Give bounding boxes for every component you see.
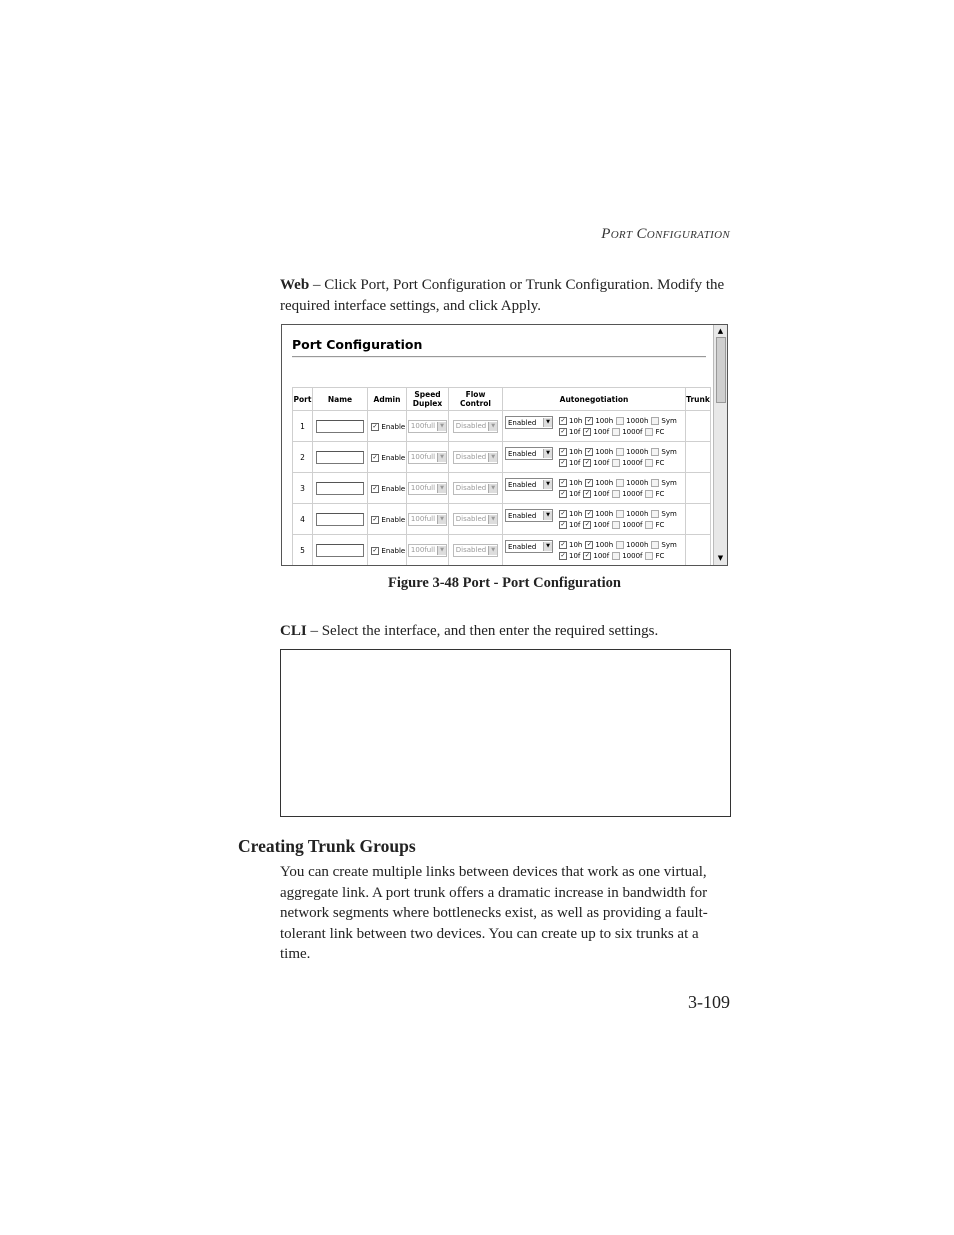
col-port: Port xyxy=(293,388,313,411)
capability-option[interactable] xyxy=(583,428,609,436)
capability-label: 1000f xyxy=(622,489,643,498)
capability-checkbox[interactable] xyxy=(616,510,624,518)
capability-label: 1000h xyxy=(626,540,649,549)
capability-option[interactable] xyxy=(585,541,613,549)
running-head-rest-2: ONFIGURATION xyxy=(646,229,730,241)
capability-option[interactable] xyxy=(645,521,664,529)
admin-enable-checkbox[interactable]: ✓ xyxy=(372,546,378,554)
speed-duplex-select[interactable] xyxy=(408,544,447,557)
speed-cell xyxy=(407,535,449,566)
capability-checkbox[interactable]: ✓ xyxy=(584,551,590,559)
capability-checkbox[interactable] xyxy=(616,417,624,425)
capability-checkbox[interactable] xyxy=(645,490,653,498)
trunk-cell xyxy=(686,442,711,473)
chevron-down-icon: ▼ xyxy=(437,453,446,462)
name-cell xyxy=(313,442,368,473)
flow-control-value: Disabled xyxy=(455,453,487,461)
capability-option[interactable] xyxy=(585,510,613,518)
chevron-down-icon: ▼ xyxy=(437,422,446,431)
capability-checkbox[interactable]: ✓ xyxy=(586,540,592,548)
capability-label: 1000f xyxy=(622,551,643,560)
speed-duplex-select[interactable] xyxy=(408,420,447,433)
capability-checkbox[interactable]: ✓ xyxy=(560,416,566,424)
flow-cell xyxy=(449,442,503,473)
capability-checkbox[interactable]: ✓ xyxy=(560,478,566,486)
flow-control-value: Disabled xyxy=(455,484,487,492)
capability-label: 100f xyxy=(593,489,610,498)
speed-duplex-select[interactable] xyxy=(408,513,447,526)
capability-label: 10f xyxy=(569,489,581,498)
speed-cell xyxy=(407,442,449,473)
capability-checkbox[interactable] xyxy=(645,552,653,560)
autonegotiation-select[interactable] xyxy=(505,478,553,491)
cli-instructions xyxy=(280,621,732,642)
flow-control-value: Disabled xyxy=(455,422,487,430)
autonegotiation-value: Enabled xyxy=(508,511,537,520)
capability-checkbox[interactable]: ✓ xyxy=(586,416,592,424)
running-head xyxy=(601,226,730,243)
running-head-rest-1: ORT xyxy=(610,229,633,241)
capability-checkbox[interactable]: ✓ xyxy=(584,458,590,466)
capability-label: 100h xyxy=(595,540,614,549)
capability-option[interactable] xyxy=(612,490,642,498)
capability-option[interactable] xyxy=(559,417,582,425)
capability-checkbox[interactable] xyxy=(651,510,659,518)
port-table-header xyxy=(293,388,711,411)
autonegotiation-value: Enabled xyxy=(508,418,537,427)
flow-control-value: Disabled xyxy=(455,515,487,523)
capability-label: 1000h xyxy=(626,447,649,456)
col-speed-duplex xyxy=(407,388,449,411)
col-trunk: Trunk xyxy=(686,388,711,411)
name-cell xyxy=(313,411,368,442)
flow-control-value: Disabled xyxy=(455,546,487,554)
capability-option[interactable] xyxy=(559,552,580,560)
web-text: – Click Port, Port Configuration or Trunk Configuration. Modify the required interface settings, and click Apply. xyxy=(280,277,725,314)
capability-label: 10h xyxy=(569,416,583,425)
capability-line-full xyxy=(559,519,680,530)
flow-control-select[interactable] xyxy=(453,544,498,557)
admin-enable-label: Enable xyxy=(381,546,406,555)
admin-enable-checkbox[interactable]: ✓ xyxy=(372,453,378,461)
chevron-down-icon: ▼ xyxy=(488,546,497,555)
vertical-scrollbar[interactable] xyxy=(713,325,727,565)
capability-label: 100f xyxy=(593,520,610,529)
web-instructions xyxy=(280,275,732,317)
capability-label: 1000f xyxy=(622,427,643,436)
capability-option[interactable] xyxy=(616,510,648,518)
capability-label: 100h xyxy=(595,478,614,487)
capability-option[interactable] xyxy=(559,428,580,436)
capability-line-full xyxy=(559,457,680,468)
capability-label: 10h xyxy=(569,447,583,456)
capability-checkbox[interactable] xyxy=(651,541,659,549)
autonegotiation-cell xyxy=(503,411,686,442)
admin-enable-checkbox[interactable]: ✓ xyxy=(372,515,378,523)
col-name: Name xyxy=(313,388,368,411)
capability-option[interactable] xyxy=(651,448,676,456)
autonegotiation-cell xyxy=(503,473,686,504)
capability-line-full xyxy=(559,426,680,437)
capability-option[interactable] xyxy=(616,448,648,456)
cli-text: – Select the interface, and then enter the required settings. xyxy=(306,623,659,639)
capability-label: FC xyxy=(655,520,665,529)
speed-duplex-value: 100full xyxy=(410,453,436,461)
capability-label: 10f xyxy=(569,427,581,436)
autonegotiation-select[interactable] xyxy=(505,540,553,553)
capability-line-half xyxy=(559,508,680,519)
trunk-cell xyxy=(686,411,711,442)
speed-duplex-select[interactable] xyxy=(408,482,447,495)
speed-cell xyxy=(407,473,449,504)
capability-label: Sym xyxy=(661,416,677,425)
capability-label: FC xyxy=(655,551,665,560)
capability-label: 1000h xyxy=(626,509,649,518)
capability-option[interactable] xyxy=(645,552,664,560)
col-autonegotiation: Autonegotiation xyxy=(503,388,686,411)
admin-cell xyxy=(368,504,407,535)
capability-checkbox[interactable] xyxy=(645,521,653,529)
capability-option[interactable] xyxy=(559,459,580,467)
capability-label: 100h xyxy=(595,416,614,425)
autonegotiation-cell xyxy=(503,504,686,535)
table-row xyxy=(293,473,711,504)
capability-label: Sym xyxy=(661,509,677,518)
body-paragraph: You can create multiple links between devices that work as one virtual, aggregate link. A port trunk offers a dramatic increase in bandwidth for network segments where bottlenecks exist, as well as providing a fault-tolerant link between two devices. You can create up to six trunks at a time. xyxy=(280,864,708,962)
name-cell xyxy=(313,504,368,535)
capability-checkbox[interactable]: ✓ xyxy=(586,478,592,486)
capability-option[interactable] xyxy=(651,479,676,487)
capability-option[interactable] xyxy=(559,448,582,456)
capability-checkbox[interactable] xyxy=(651,479,659,487)
chevron-down-icon: ▼ xyxy=(437,515,446,524)
capability-label: 10h xyxy=(569,540,583,549)
capability-option[interactable] xyxy=(585,448,613,456)
capability-checkbox[interactable]: ✓ xyxy=(584,427,590,435)
capability-label: 10f xyxy=(569,458,581,467)
flow-control-select[interactable] xyxy=(453,420,498,433)
capability-option[interactable] xyxy=(651,510,676,518)
flow-cell xyxy=(449,411,503,442)
flow-cell xyxy=(449,504,503,535)
capability-option[interactable] xyxy=(583,552,609,560)
capability-option[interactable] xyxy=(612,459,642,467)
capability-option[interactable] xyxy=(559,541,582,549)
admin-enable-label: Enable xyxy=(381,422,406,431)
capability-label: 1000h xyxy=(626,416,649,425)
capability-checkbox[interactable] xyxy=(651,417,659,425)
capability-label: FC xyxy=(655,458,665,467)
capability-checkbox[interactable]: ✓ xyxy=(560,427,566,435)
port-name-input[interactable] xyxy=(316,482,364,495)
capability-label: Sym xyxy=(661,478,677,487)
flow-control-select[interactable] xyxy=(453,513,498,526)
chevron-down-icon: ▼ xyxy=(488,453,497,462)
port-number: 3 xyxy=(293,473,313,504)
capability-label: 10h xyxy=(569,478,583,487)
capability-label: 10f xyxy=(569,520,581,529)
col-admin: Admin xyxy=(368,388,407,411)
capability-checkbox[interactable] xyxy=(651,448,659,456)
capability-option[interactable] xyxy=(651,541,676,549)
admin-enable-checkbox[interactable]: ✓ xyxy=(372,422,378,430)
chevron-down-icon: ▼ xyxy=(543,511,552,520)
page-number: 3-109 xyxy=(688,992,730,1012)
capability-checkbox[interactable]: ✓ xyxy=(560,458,566,466)
name-cell xyxy=(313,473,368,504)
speed-cell xyxy=(407,411,449,442)
speed-duplex-select[interactable] xyxy=(408,451,447,464)
capability-checkbox[interactable] xyxy=(645,428,653,436)
capability-checkbox[interactable] xyxy=(616,541,624,549)
capability-label: 1000h xyxy=(626,478,649,487)
capability-checkbox[interactable]: ✓ xyxy=(586,509,592,517)
capability-checkbox[interactable] xyxy=(612,552,620,560)
section-heading: Creating Trunk Groups xyxy=(238,836,416,856)
admin-enable-label: Enable xyxy=(381,515,406,524)
col-flow-control: Flow Control xyxy=(449,388,503,411)
capability-option[interactable] xyxy=(559,490,580,498)
capability-line-half xyxy=(559,477,680,488)
chevron-down-icon: ▼ xyxy=(488,515,497,524)
speed-duplex-value: 100full xyxy=(410,515,436,523)
scroll-down-arrow-icon[interactable]: ▼ xyxy=(717,554,724,562)
capability-option[interactable] xyxy=(585,479,613,487)
flow-control-select[interactable] xyxy=(453,482,498,495)
capability-checkbox[interactable]: ✓ xyxy=(560,551,566,559)
table-row xyxy=(293,411,711,442)
chevron-down-icon: ▼ xyxy=(543,480,552,489)
port-name-input[interactable] xyxy=(316,544,364,557)
trunk-cell xyxy=(686,535,711,566)
scroll-up-arrow-icon[interactable]: ▲ xyxy=(717,327,724,335)
capability-checkbox[interactable] xyxy=(612,428,620,436)
port-number: 4 xyxy=(293,504,313,535)
capability-label: Sym xyxy=(661,447,677,456)
capability-option[interactable] xyxy=(616,479,648,487)
web-label: Web xyxy=(280,277,310,293)
port-number: 2 xyxy=(293,442,313,473)
flow-cell xyxy=(449,535,503,566)
capability-checkbox[interactable] xyxy=(612,521,620,529)
capability-checkbox[interactable] xyxy=(645,459,653,467)
capability-option[interactable] xyxy=(651,417,676,425)
capability-label: Sym xyxy=(661,540,677,549)
chevron-down-icon: ▼ xyxy=(543,418,552,427)
capability-checkbox[interactable] xyxy=(612,490,620,498)
capability-label: 100f xyxy=(593,551,610,560)
cli-label: CLI xyxy=(280,623,307,639)
admin-cell xyxy=(368,473,407,504)
flow-control-select[interactable] xyxy=(453,451,498,464)
capability-checkbox[interactable] xyxy=(616,479,624,487)
admin-enable-label: Enable xyxy=(381,453,406,462)
autonegotiation-value: Enabled xyxy=(508,542,537,551)
port-configuration-screenshot xyxy=(281,324,728,566)
capability-line-half xyxy=(559,415,680,426)
port-name-input[interactable] xyxy=(316,513,364,526)
capability-checkbox[interactable]: ✓ xyxy=(560,489,566,497)
capability-checkbox[interactable] xyxy=(612,459,620,467)
capability-checkbox[interactable] xyxy=(616,448,624,456)
autonegotiation-select[interactable] xyxy=(505,416,553,429)
capability-option[interactable] xyxy=(559,510,582,518)
chevron-down-icon: ▼ xyxy=(437,546,446,555)
capability-option[interactable] xyxy=(612,428,642,436)
running-head-initial-2: C xyxy=(636,226,647,242)
capability-checkbox[interactable]: ✓ xyxy=(560,509,566,517)
capability-label: 1000f xyxy=(622,458,643,467)
capability-checkbox[interactable]: ✓ xyxy=(560,447,566,455)
title-divider xyxy=(292,356,706,358)
capability-line-full xyxy=(559,488,680,499)
col-speed-duplex-label: Speed Duplex xyxy=(412,390,443,408)
admin-cell xyxy=(368,535,407,566)
capability-label: 100f xyxy=(593,427,610,436)
capability-option[interactable] xyxy=(616,417,648,425)
capability-option[interactable] xyxy=(612,521,642,529)
chevron-down-icon: ▼ xyxy=(488,484,497,493)
capability-option[interactable] xyxy=(583,521,609,529)
running-head-initial-1: P xyxy=(601,226,611,242)
chevron-down-icon: ▼ xyxy=(543,542,552,551)
capability-option[interactable] xyxy=(559,521,580,529)
autonegotiation-value: Enabled xyxy=(508,480,537,489)
capability-option[interactable] xyxy=(583,490,609,498)
capability-option[interactable] xyxy=(616,541,648,549)
capability-option[interactable] xyxy=(645,428,664,436)
autonegotiation-select[interactable] xyxy=(505,447,553,460)
figure-caption: Figure 3-48 Port - Port Configuration xyxy=(388,575,621,591)
capability-label: 100h xyxy=(595,509,614,518)
port-name-input[interactable] xyxy=(316,451,364,464)
table-row xyxy=(293,535,711,566)
capability-label: 10h xyxy=(569,509,583,518)
capability-checkbox[interactable]: ✓ xyxy=(586,447,592,455)
autonegotiation-value: Enabled xyxy=(508,449,537,458)
scroll-thumb[interactable] xyxy=(716,337,726,403)
capability-line-half xyxy=(559,446,680,457)
speed-duplex-value: 100full xyxy=(410,546,436,554)
capability-checkbox[interactable]: ✓ xyxy=(584,520,590,528)
port-table xyxy=(292,387,711,566)
speed-cell xyxy=(407,504,449,535)
capability-label: 10f xyxy=(569,551,581,560)
capability-checkbox[interactable]: ✓ xyxy=(560,520,566,528)
table-row xyxy=(293,442,711,473)
capability-option[interactable] xyxy=(585,417,613,425)
capability-label: 1000f xyxy=(622,520,643,529)
capability-option[interactable] xyxy=(612,552,642,560)
name-cell xyxy=(313,535,368,566)
capability-option[interactable] xyxy=(645,490,664,498)
port-number: 5 xyxy=(293,535,313,566)
chevron-down-icon: ▼ xyxy=(437,484,446,493)
capability-line-full xyxy=(559,550,680,561)
capability-label: FC xyxy=(655,489,665,498)
admin-enable-label: Enable xyxy=(381,484,406,493)
chevron-down-icon: ▼ xyxy=(488,422,497,431)
capability-line-half xyxy=(559,539,680,550)
flow-cell xyxy=(449,473,503,504)
port-number: 1 xyxy=(293,411,313,442)
admin-enable-checkbox[interactable]: ✓ xyxy=(372,484,378,492)
speed-duplex-value: 100full xyxy=(410,422,436,430)
autonegotiation-cell xyxy=(503,442,686,473)
capability-checkbox[interactable]: ✓ xyxy=(584,489,590,497)
table-row xyxy=(293,504,711,535)
admin-cell xyxy=(368,442,407,473)
chevron-down-icon: ▼ xyxy=(543,449,552,458)
cli-example-box xyxy=(280,649,731,817)
admin-cell xyxy=(368,411,407,442)
speed-duplex-value: 100full xyxy=(410,484,436,492)
trunk-cell xyxy=(686,473,711,504)
screenshot-title: Port Configuration xyxy=(292,337,423,352)
capability-checkbox[interactable]: ✓ xyxy=(560,540,566,548)
autonegotiation-cell xyxy=(503,535,686,566)
port-name-input[interactable] xyxy=(316,420,364,433)
capability-label: 100h xyxy=(595,447,614,456)
capability-label: FC xyxy=(655,427,665,436)
autonegotiation-select[interactable] xyxy=(505,509,553,522)
capability-label: 100f xyxy=(593,458,610,467)
capability-option[interactable] xyxy=(645,459,664,467)
trunk-cell xyxy=(686,504,711,535)
capability-option[interactable] xyxy=(559,479,582,487)
capability-option[interactable] xyxy=(583,459,609,467)
